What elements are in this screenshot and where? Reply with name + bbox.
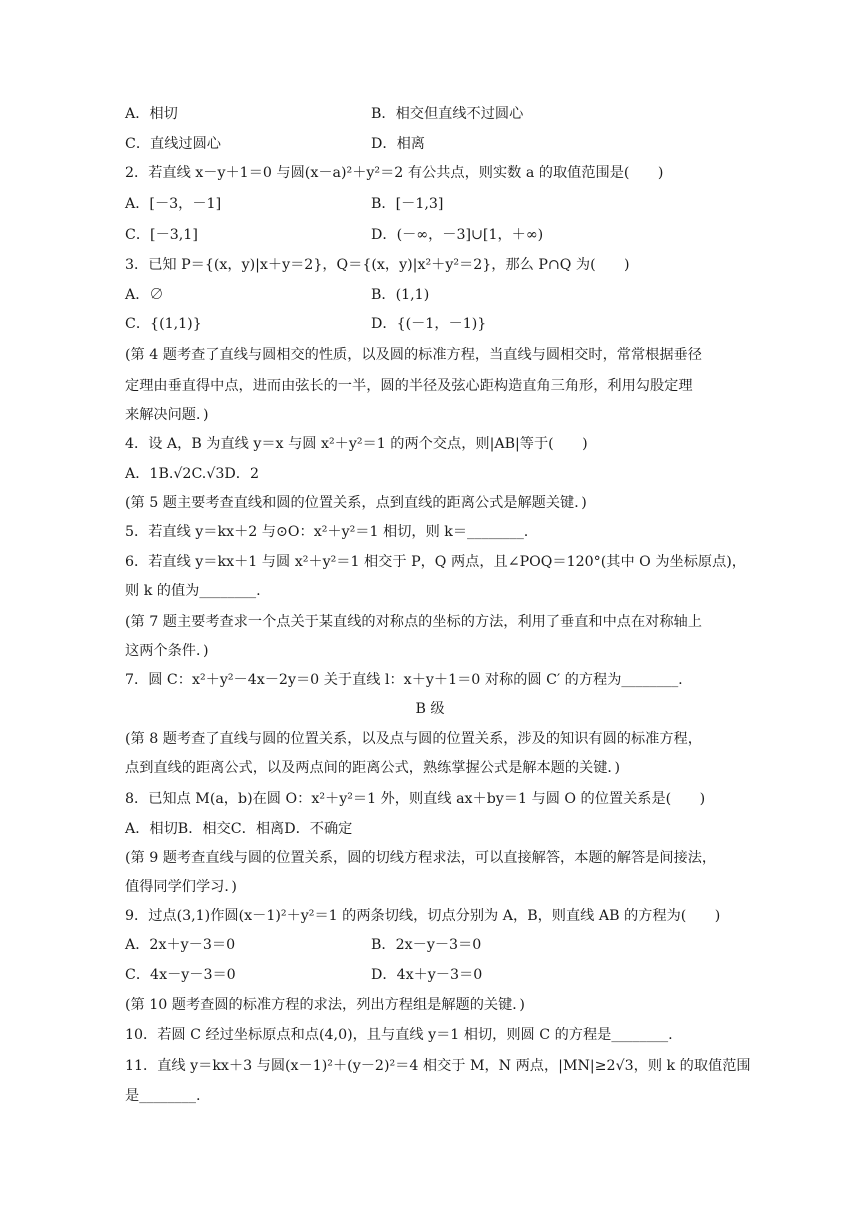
note-8-line-2: 点到直线的距离公式，以及两点间的距离公式，熟练掌握公式是解本题的关键．): [125, 760, 621, 776]
q9-option-d: D．4x＋y－3＝0: [371, 967, 483, 983]
q9-option-b: B．2x－y－3＝0: [371, 937, 482, 953]
q3-option-d: D．{(－1，－1)}: [371, 316, 487, 332]
question-6-line-2: 则 k 的值为________.: [125, 583, 261, 599]
note-7-line-2: 这两个条件．): [125, 643, 209, 659]
q1-option-d: D．相离: [371, 136, 425, 152]
question-3: 3．已知 P＝{(x，y)|x＋y＝2}，Q＝{(x，y)|x²＋y²＝2}，那么 P∩Q 为( ): [125, 257, 630, 273]
q1-option-b: B．相交但直线不过圆心: [371, 106, 524, 122]
note-5: (第 5 题主要考查直线和圆的位置关系，点到直线的距离公式是解题关键．): [125, 495, 587, 511]
q2-option-c: C．[－3,1]: [125, 227, 198, 243]
note-8-line-1: (第 8 题考查了直线与圆的位置关系，以及点与圆的位置关系，涉及的知识有圆的标准方程，: [125, 731, 702, 747]
q2-option-d: D．(－∞，－3]∪[1，＋∞): [371, 227, 544, 243]
note-4-line-1: (第 4 题考查了直线与圆相交的性质，以及圆的标准方程，当直线与圆相交时，常常根据垂径: [125, 347, 702, 363]
question-10: 10．若圆 C 经过坐标原点和点(4,0)，且与直线 y＝1 相切，则圆 C 的方程是________.: [125, 1027, 673, 1043]
q2-option-b: B．[－1,3]: [371, 196, 444, 212]
question-6-line-1: 6．若直线 y＝kx＋1 与圆 x²＋y²＝1 相交于 P，Q 两点，且∠POQ＝120°(其中 O 为坐标原点)，: [125, 554, 746, 570]
note-10: (第 10 题考查圆的标准方程的求法，列出方程组是解题的关键．): [125, 997, 525, 1013]
note-4-line-3: 来解决问题．): [125, 407, 209, 423]
q1-option-c: C．直线过圆心: [125, 136, 221, 152]
note-7-line-1: (第 7 题主要考查求一个点关于某直线的对称点的坐标的方法，利用了垂直和中点在对称轴上: [125, 614, 702, 630]
q3-option-a: A．∅: [125, 287, 164, 303]
question-8: 8．已知点 M(a，b)在圆 O：x²＋y²＝1 外，则直线 ax＋by＝1 与圆 O 的位置关系是( ): [125, 791, 706, 807]
question-11-line-1: 11．直线 y＝kx＋3 与圆(x－1)²＋(y－2)²＝4 相交于 M，N 两点，|MN|≥2√3，则 k 的取值范围: [125, 1058, 751, 1074]
question-5: 5．若直线 y＝kx＋2 与⊙O：x²＋y²＝1 相切，则 k＝________.: [125, 524, 529, 540]
question-2: 2．若直线 x－y＋1＝0 与圆(x－a)²＋y²＝2 有公共点，则实数 a 的取值范围是( ): [125, 165, 664, 181]
note-9-line-1: (第 9 题考查直线与圆的位置关系，圆的切线方程求法，可以直接解答，本题的解答是间接法，: [125, 850, 717, 866]
question-4: 4．设 A，B 为直线 y＝x 与圆 x²＋y²＝1 的两个交点，则|AB|等于( ): [125, 436, 588, 452]
section-heading-b: B 级: [415, 701, 445, 717]
q9-option-c: C．4x－y－3＝0: [125, 967, 236, 983]
q3-option-c: C．{(1,1)}: [125, 316, 202, 332]
question-9: 9．过点(3,1)作圆(x－1)²＋y²＝1 的两条切线，切点分别为 A，B，则直线 AB 的方程为( ): [125, 908, 721, 924]
q8-options: A．相切B．相交C．相离D．不确定: [125, 821, 353, 837]
note-4-line-2: 定理由垂直得中点，进而由弦长的一半，圆的半径及弦心距构造直角三角形，利用勾股定理: [125, 378, 693, 394]
q1-option-a: A．相切: [125, 106, 178, 122]
note-9-line-2: 值得同学们学习．): [125, 879, 237, 895]
q3-option-b: B．(1,1): [371, 287, 430, 303]
q9-option-a: A．2x＋y－3＝0: [125, 937, 236, 953]
q2-option-a: A．[－3，－1]: [125, 196, 222, 212]
question-7: 7．圆 C：x²＋y²－4x－2y＝0 关于直线 l：x＋y＋1＝0 对称的圆 C′ 的方程为________.: [125, 672, 683, 688]
question-11-line-2: 是________.: [125, 1088, 201, 1104]
q4-options: A．1B.√2C.√3D．2: [125, 466, 259, 482]
